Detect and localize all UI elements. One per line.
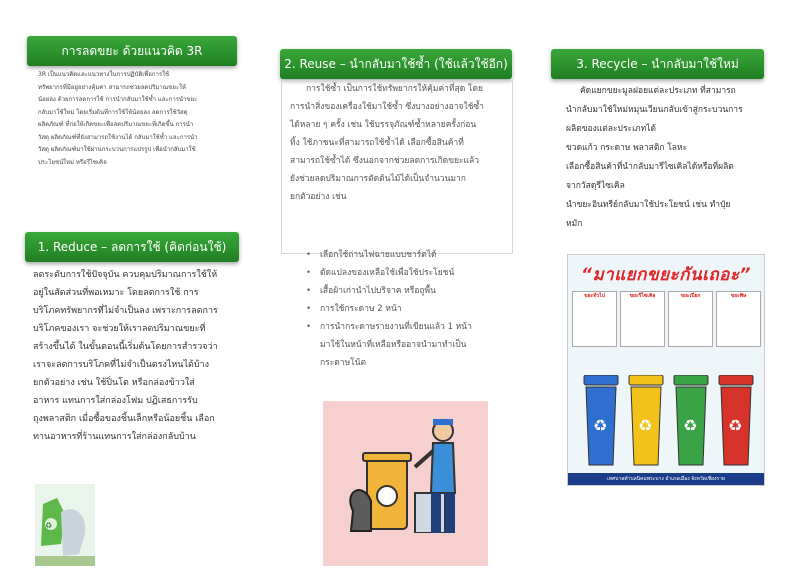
header-reduce: 1. Reduce – ลดการใช้ (คิดก่อนใช้): [25, 232, 239, 262]
list-item: มาใช้ในหน้าที่เหลือหรืออาจนำมาทำเป็น: [320, 340, 467, 350]
text-line: ยกตัวอย่าง เช่น ใช้ปิ่นโต หรือกล่องข้าวใส่: [33, 378, 195, 388]
header-reuse: 2. Reuse – นำกลับมาใช้ซ้ำ (ใช้แล้วใช้อีก): [280, 49, 512, 79]
text-line: จากวัสดุรีไซเคิล: [566, 181, 625, 191]
text-line: อาหาร แทนการใส่กล่องโฟม ปฏิเสธการรับ: [33, 396, 198, 406]
svg-text:♻: ♻: [593, 416, 608, 435]
reduce-illustration: [35, 484, 95, 566]
text-line: เลือกซื้อสินค้าที่นำกลับมารีไซเคิลได้หรือที่ผลิต: [566, 162, 734, 172]
poster-card-general: ขยะทั่วไป: [572, 291, 617, 347]
text-line: 3R เป็นแนวคิดและแนวทางในการปฏิบัติเพื่อการใช้: [38, 71, 170, 78]
text-line: เราจะลดการบริโภคที่ไม่จำเป็นตรงไหนได้บ้าง: [33, 360, 209, 370]
reuse-illustration: [323, 401, 488, 566]
poster-footer: เทศบาลตำบลนิคมพระบาง อำเภอเมือง จังหวัดเชียงราย: [568, 473, 764, 485]
header-3r: การลดขยะ ด้วยแนวคิด 3R: [27, 36, 237, 66]
text-line: ทรัพยากรที่มีอยู่อย่างคุ้มค่า สามารถช่วยลดปริมาณขยะให้: [38, 83, 186, 91]
svg-text:♻: ♻: [45, 521, 53, 530]
list-item: • ดัดแปลงของเหลือใช้เพื่อใช้ประโยชน์: [304, 264, 514, 282]
text-line: ประโยชน์ใหม่ หรือรีไซเคิล: [38, 158, 107, 166]
recycle-text: [566, 82, 776, 234]
text-line: นำกลับมาใช้ใหม่หมุนเวียนกลับเข้าสู่กระบวนการ: [566, 105, 743, 115]
text-line: คัดแยกขยะมูลฝอยแต่ละประเภท ที่สามารถ: [580, 86, 736, 96]
list-item: • เสื้อผ้าเก่านำไปบริจาค หรือถูพื้น: [304, 282, 514, 300]
text-line: ยังช่วยลดปริมาณการตัดต้นไม้ได้เป็นจำนวนมาก: [290, 174, 466, 184]
poster-title: “มาแยกขยะกันเถอะ”: [581, 265, 751, 285]
list-item: • เลือกใช้ถ่านไฟฉายแบบชาร์ตได้: [304, 246, 514, 264]
reduce-text: [33, 266, 248, 446]
recycle-bin: [582, 375, 620, 467]
list-item: กระดาษโน้ต: [320, 358, 367, 368]
reuse-bullets: [304, 246, 514, 372]
text-line: นำขยะอินทรีย์กลับมาใช้ประโยชน์ เช่น ทำปุ๋ย: [566, 200, 731, 210]
text-line: วัสดุ ผลิตภัณฑ์มาใช้ผ่านกระบวนการแปรรูป เพื่อนำกลับมาใช้: [38, 146, 196, 153]
list-item: • การใช้กระดาษ 2 หน้า: [304, 300, 514, 318]
recycle-bin: [717, 375, 755, 467]
text-line: บริโภคของเรา จะช่วยให้เราลดปริมาณขยะที่: [33, 324, 206, 334]
text-line: กลับมาใช้ใหม่ โดยเริ่มต้นที่การใช้ให้น้อยลง ลดการใช้วัสดุ: [38, 108, 188, 116]
text-line: ถุงพลาสติก เมื่อซื้อของชิ้นเล็กหรือน้อยชิ้น เลือก: [33, 414, 215, 424]
text-line: สร้างขึ้นได้ ในขั้นตอนนี้เริ่มต้นโดยการสำรวจว่า: [33, 342, 218, 352]
text-line: อยู่ในสัดส่วนที่พอเหมาะ โดยลดการใช้ การ: [33, 288, 199, 298]
recycle-bin: [627, 375, 665, 467]
text-line: ได้หลาย ๆ ครั้ง เช่น ใช้บรรจุภัณฑ์ซ้ำหลายครั้งก่อน: [290, 120, 477, 130]
text-line: ผลิตภัณฑ์ ที่ก่อให้เกิดขยะเพื่อลดปริมาณขยะที่เกิดขึ้น การนำ: [38, 121, 194, 128]
svg-text:♻: ♻: [638, 416, 653, 435]
text-line: บริโภคทรัพยากรที่ไม่จำเป็นลง เพราะการลดการ: [33, 306, 218, 316]
poster-card-wet: ขยะเปียก: [668, 291, 713, 347]
recycle-bin: [672, 375, 710, 467]
svg-text:♻: ♻: [683, 416, 698, 435]
header-recycle: 3. Recycle – นำกลับมาใช้ใหม่: [551, 49, 764, 79]
list-item: • การนำกระดาษรายงานที่เขียนแล้ว 1 หน้า: [304, 318, 514, 336]
reuse-text: [290, 80, 508, 206]
text-line: น้อยลง ด้วยการลดการใช้ การนำกลับมาใช้ซ้ำ และการนำขยะ: [38, 96, 198, 103]
text-line: ยกตัวอย่าง เช่น: [290, 192, 347, 202]
text-line: วัสดุ ผลิตภัณฑ์ที่ยังสามารถใช้งานได้ กลับมาใช้ซ้ำ และการนำ: [38, 133, 198, 141]
text-line: ลดระดับการใช้ปัจจุบัน ควบคุมปริมาณการใช้ให้: [33, 270, 218, 280]
poster-card-recycle: ขยะรีไซเคิล: [620, 291, 665, 347]
text-line: หมัก: [566, 219, 583, 229]
intro-3r: [38, 69, 238, 169]
text-line: ทานอาหารที่ร้านแทนการใส่กล่องกลับบ้าน: [33, 432, 196, 442]
recycle-poster: [567, 254, 765, 486]
svg-text:♻: ♻: [728, 416, 743, 435]
text-line: การนำสิ่งของเครื่องใช้มาใช้ซ้ำ ซึ่งบางอย่างอาจใช้ซ้ำ: [290, 102, 484, 112]
poster-card-toxic: ขยะพิษ: [716, 291, 761, 347]
text-line: ขวดแก้ว กระดาษ พลาสติก โลหะ: [566, 143, 688, 153]
text-line: ทิ้ง ใช้ภาชนะที่สามารถใช้ซ้ำได้ เลือกซื้อสินค้าที่: [290, 138, 464, 148]
text-line: การใช้ซ้ำ เป็นการใช้ทรัพยากรให้คุ้มค่าที่สุด โดย: [306, 84, 483, 94]
text-line: สามารถใช้ซ้ำได้ ซึ่งนอกจากช่วยลดการเกิดขยะแล้ว: [290, 156, 480, 166]
text-line: ผลิตของแต่ละประเภทได้: [566, 124, 656, 134]
